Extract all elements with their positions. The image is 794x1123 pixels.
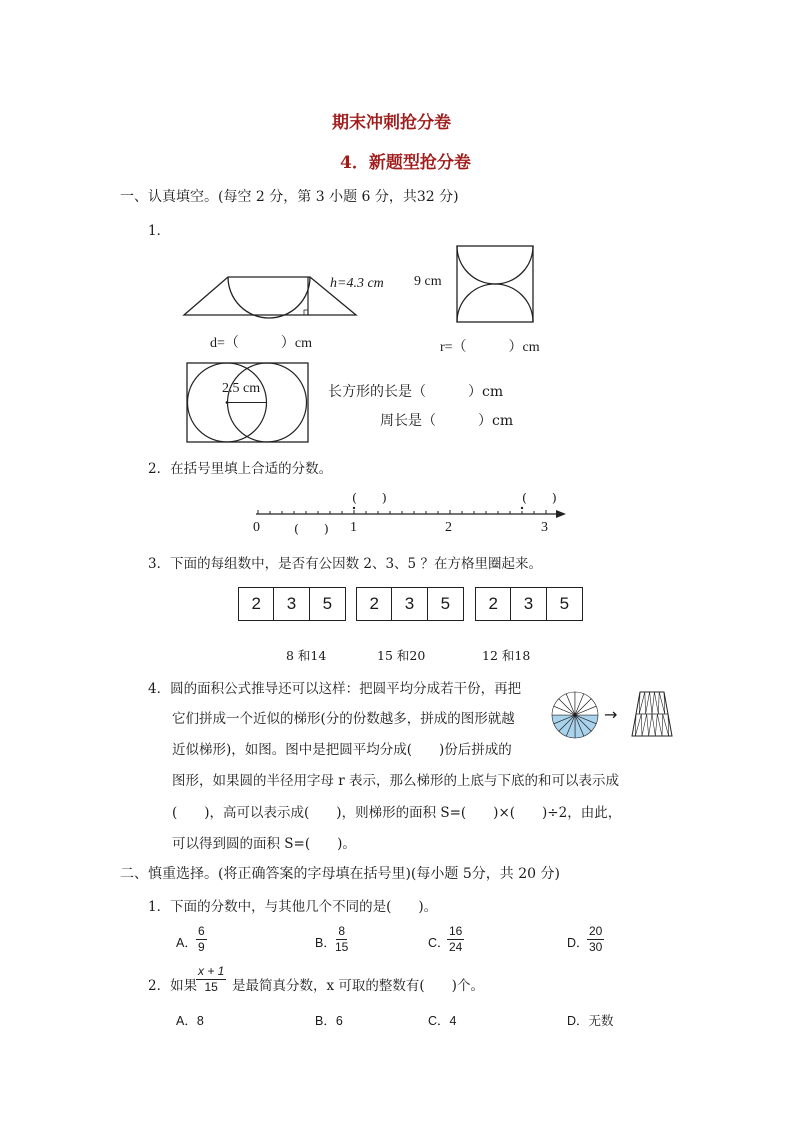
digit-box-group-1[interactable] (238, 587, 346, 621)
option-b-fraction[interactable] (335, 924, 348, 955)
option-c-fraction[interactable] (447, 924, 464, 955)
tick-label-0: 0 (253, 520, 260, 535)
s2-q1-text: 1．下面的分数中，与其他几个不同的是( )。 (148, 899, 438, 915)
q2-text: 2．在括号里填上合适的分数。 (148, 461, 333, 477)
section1-heading: 一、认真填空。(每空 2 分，第 3 小题 6 分，共32 分) (120, 189, 459, 205)
tick-label-1: 1 (350, 520, 357, 535)
group-label-2: 15 和20 (377, 648, 426, 663)
digit-cell[interactable]: 5 (559, 594, 570, 613)
rectangle-length-answer: 长方形的长是（ ）cm (328, 384, 504, 400)
number-line-blank-top-1: ( ) (352, 490, 387, 505)
fraction-numerator: 8 (338, 924, 346, 938)
rectangle-circles-figure (186, 362, 310, 444)
fraction-denominator: 30 (589, 940, 603, 954)
digit-cell[interactable]: 5 (322, 594, 333, 613)
digit-cell[interactable]: 2 (239, 588, 274, 620)
square-figure (456, 245, 536, 325)
digit-cell[interactable]: 5 (440, 594, 451, 613)
trapezoid-strips-figure (630, 690, 674, 738)
option-c[interactable]: C．4 (428, 1014, 457, 1028)
number-line-blank-bottom: ( ) (294, 521, 329, 536)
option-d[interactable]: D．无数 (567, 1014, 614, 1028)
number-line-blank-top-2: ( ) (522, 490, 557, 505)
fraction-denominator: 15 (335, 940, 349, 954)
digit-cell[interactable]: 3 (392, 588, 427, 620)
group-label-1: 8 和14 (286, 648, 327, 663)
option-c-label[interactable]: C． (428, 936, 450, 950)
s2-q2-prefix: 2．如果 (148, 978, 198, 994)
trapezoid-diameter-answer: d=（ ）cm (210, 336, 312, 351)
tick-label-2: 2 (445, 520, 452, 535)
digit-cell[interactable]: 3 (274, 588, 309, 620)
fraction-numerator: 20 (589, 924, 603, 938)
square-side-label: 9 cm (414, 274, 442, 289)
s2-q2-suffix: 是最简真分数，x 可取的整数有( )个。 (232, 978, 484, 994)
option-d-label[interactable]: D． (567, 936, 589, 950)
fraction-denominator: 24 (449, 940, 463, 954)
rectangle-radius-label: 2.5 cm (222, 381, 261, 396)
fraction-denominator: 9 (198, 940, 205, 954)
option-a[interactable]: A．8 (176, 1014, 204, 1028)
q4-line-4: 图形，如果圆的半径用字母 r 表示，那么梯形的上底与下底的和可以表示成 (172, 773, 620, 789)
q4-line-2: 它们拼成一个近似的梯形(分的份数越多，拼成的图形就越 (172, 711, 515, 727)
fraction-numerator: x + 1 (198, 964, 225, 978)
tick-label-3: 3 (541, 520, 548, 535)
fraction-denominator: 15 (204, 980, 218, 994)
digit-box-group-3[interactable] (475, 587, 583, 621)
trapezoid-height-label: h=4.3 cm (330, 276, 384, 291)
q4-line-5: ( )，高可以表示成( )，则梯形的面积 S=( )×( )÷2，由此， (172, 805, 622, 821)
rectangle-perimeter-answer: 周长是（ ）cm (380, 413, 514, 429)
digit-cell[interactable]: 2 (476, 588, 511, 620)
option-b[interactable]: B．6 (315, 1014, 343, 1028)
digit-cell[interactable]: 3 (511, 588, 546, 620)
digit-cell[interactable]: 2 (357, 588, 392, 620)
page-title: 期末冲刺抢分卷 (332, 113, 451, 133)
section2-heading: 二、慎重选择。(将正确答案的字母填在括号里)(每小题 5分，共 20 分) (120, 866, 560, 882)
fraction-numerator: 16 (449, 924, 463, 938)
q4-line-6: 可以得到圆的面积 S=( )。 (172, 836, 356, 852)
q3-text: 3．下面的每组数中，是否有公因数 2、3、5 ？在方格里圈起来。 (148, 556, 542, 572)
q1-number: 1． (148, 223, 171, 239)
circle-sectors-figure (550, 690, 600, 740)
fraction-numerator: 6 (198, 924, 205, 938)
square-radius-answer: r=（ ）cm (440, 340, 540, 355)
option-d-fraction[interactable] (587, 924, 604, 955)
s2-q2-fraction (196, 964, 226, 995)
digit-box-group-2[interactable] (356, 587, 464, 621)
group-label-3: 12 和18 (482, 648, 531, 663)
option-a-fraction[interactable] (196, 924, 207, 955)
q4-line-3: 近似梯形)，如图。图中是把圆平均分成( )份后拼成的 (172, 742, 512, 758)
q4-line-1: 4．圆的面积公式推导还可以这样：把圆平均分成若干份，再把 (148, 681, 522, 697)
page-subtitle: 4．新题型抢分卷 (340, 153, 471, 173)
arrow-icon: → (604, 705, 618, 724)
option-b-label[interactable]: B． (315, 936, 336, 950)
option-a-label[interactable]: A． (176, 936, 197, 950)
